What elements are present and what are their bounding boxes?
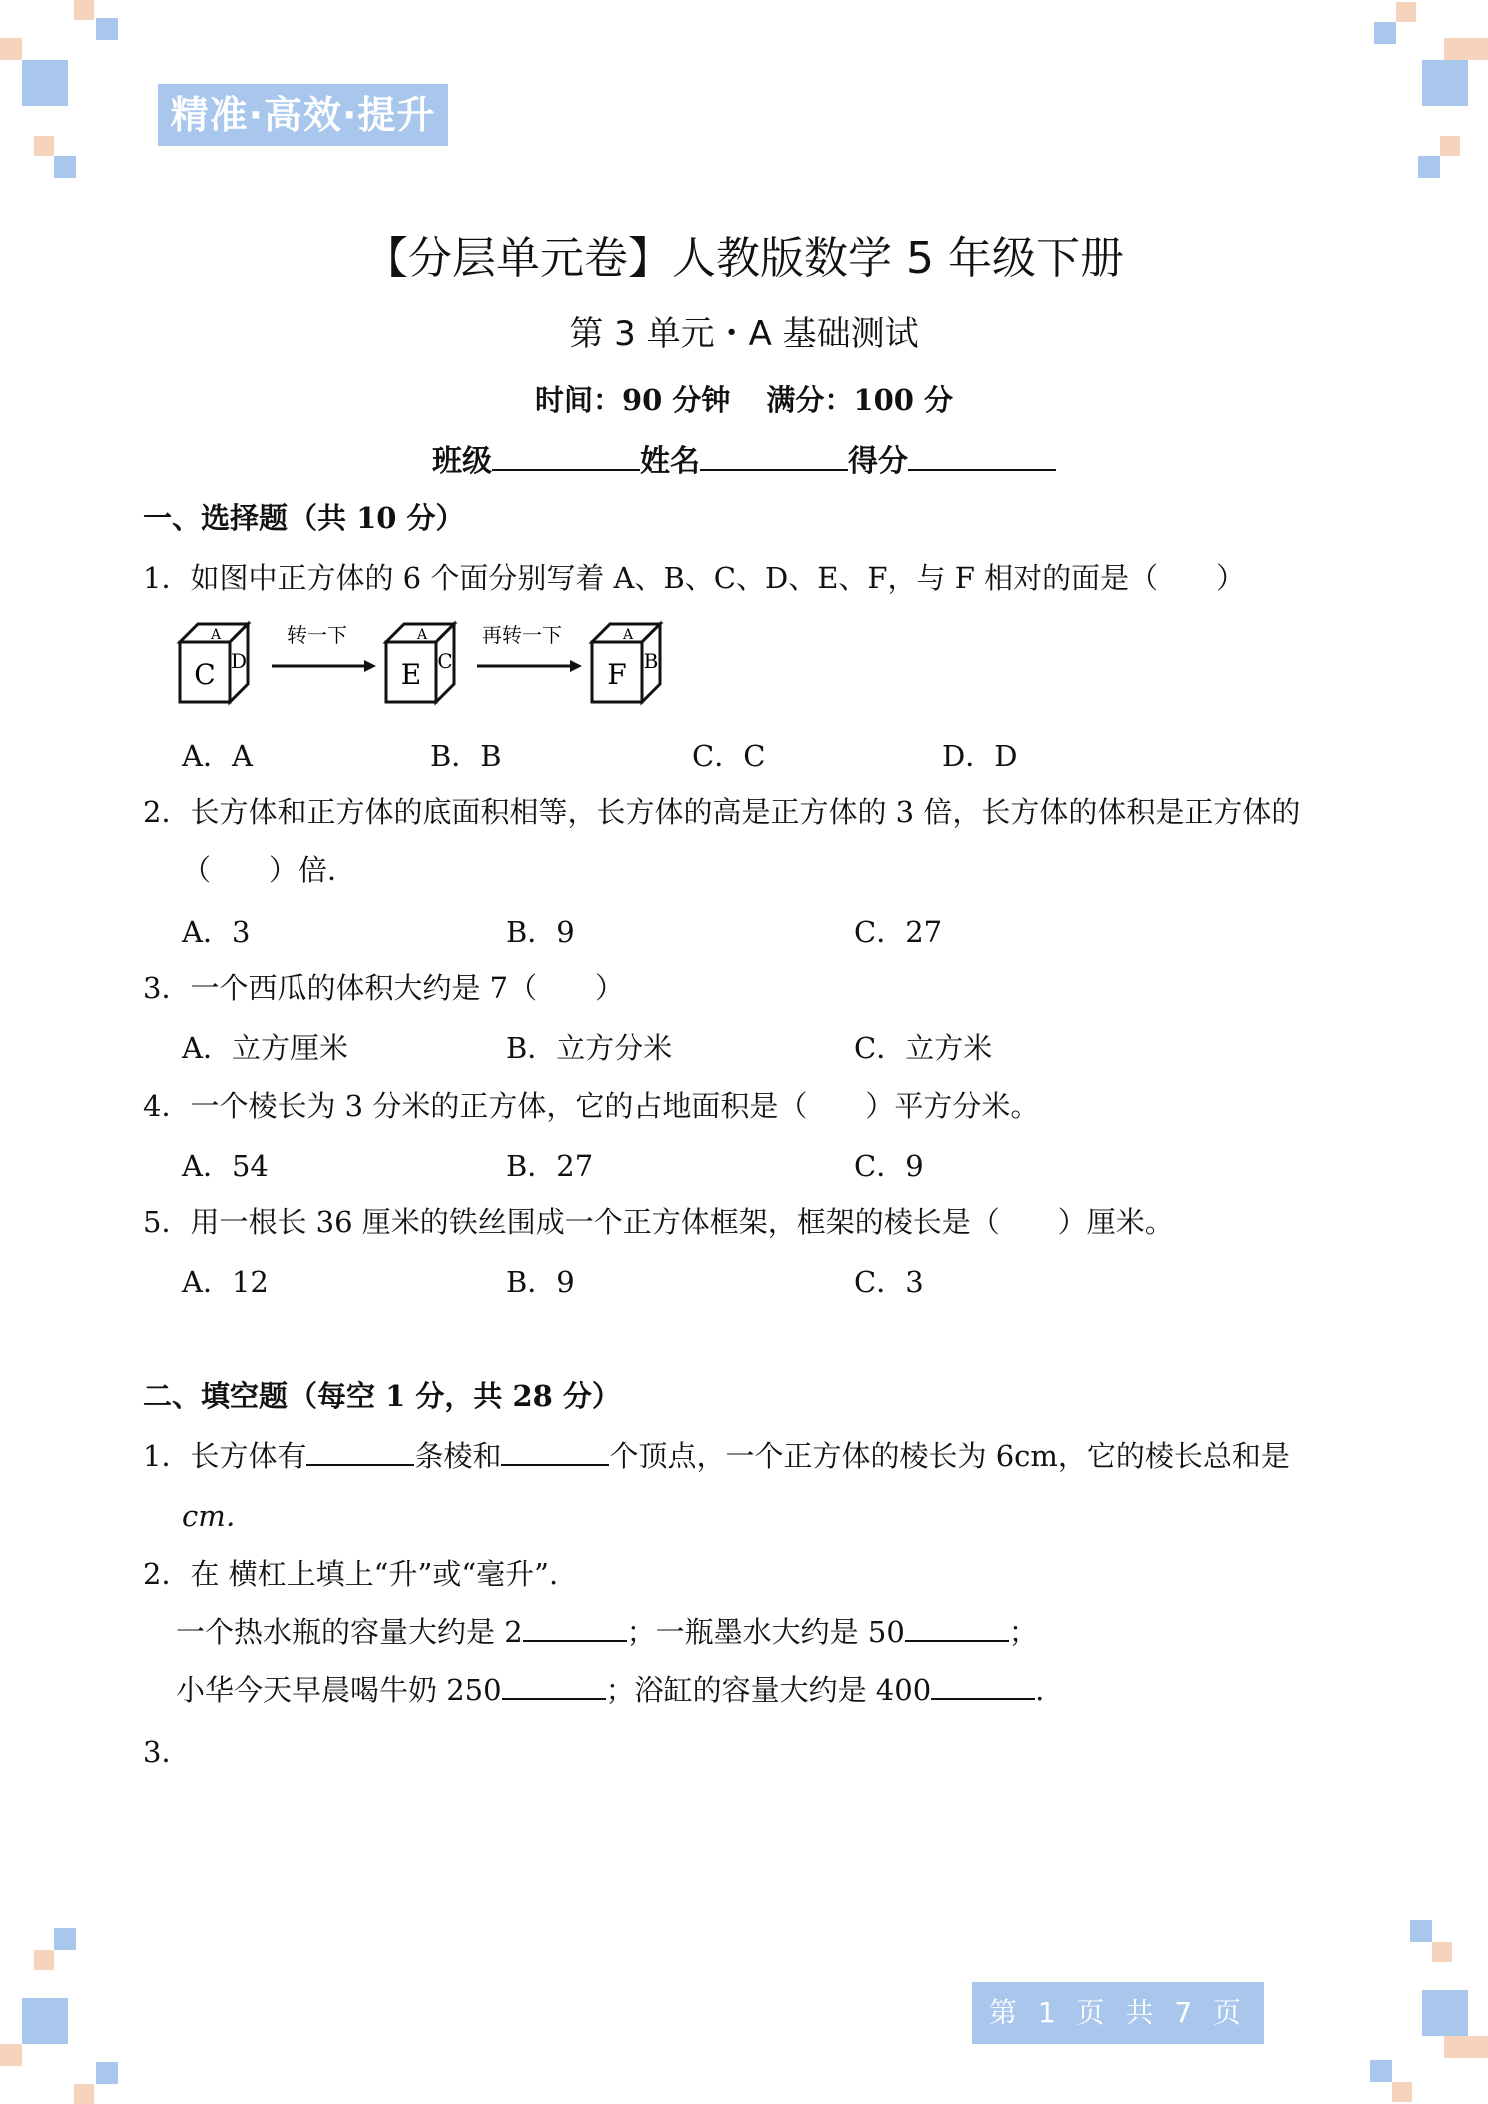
name-blank[interactable] <box>700 443 848 471</box>
cube-3-side-label: B <box>643 649 659 673</box>
fill-q1-part2: 条棱和 <box>414 1439 502 1473</box>
q1-option-d[interactable]: D．D <box>942 739 1018 773</box>
cube-3-top-label: A <box>622 627 634 643</box>
name-label: 姓名 <box>640 444 700 479</box>
fill-q1-part1: 1．长方体有 <box>143 1439 307 1473</box>
q4-option-c[interactable]: C．9 <box>854 1149 924 1183</box>
cube-2-side-label: C <box>437 649 453 673</box>
score-label: 得分 <box>848 444 908 479</box>
student-info-line <box>0 436 1488 480</box>
q3-option-a[interactable]: A．立方厘米 <box>182 1031 348 1065</box>
fill-question-2-line-1 <box>176 1610 1038 1651</box>
page-title: 【分层单元卷】人教版数学 5 年级下册 <box>364 233 1124 284</box>
fill-q2-l2-part3: . <box>1035 1673 1045 1707</box>
q1-option-c[interactable]: C．C <box>692 739 766 773</box>
score-blank[interactable] <box>908 443 1056 471</box>
exam-full-score: 满分：100 分 <box>766 383 954 417</box>
fill-question-1 <box>143 1434 1290 1475</box>
fill-question-3: 3． <box>143 1735 191 1769</box>
cube-3-front-label: F <box>607 658 627 691</box>
fill-question-1-cont: cm． <box>182 1499 255 1533</box>
fill-q1-part3: 个顶点，一个正方体的棱长为 6cm，它的棱长总和是 <box>609 1439 1290 1473</box>
cube-2-top-label: A <box>416 627 428 643</box>
q1-option-b[interactable]: B．B <box>430 739 502 773</box>
q1-option-a[interactable]: A．A <box>182 739 253 773</box>
fill-q2-blank-1[interactable] <box>523 1616 627 1642</box>
page-subtitle: 第 3 单元・A 基础测试 <box>569 314 919 354</box>
fill-q2-blank-3[interactable] <box>502 1674 606 1700</box>
fill-q1-blank-2[interactable] <box>501 1440 609 1466</box>
q5-option-a[interactable]: A．12 <box>182 1265 269 1299</box>
question-4-text: 4．一个棱长为 3 分米的正方体，它的占地面积是（ ）平方分米。 <box>143 1089 1040 1123</box>
cube-1-front-label: C <box>194 658 216 691</box>
brand-banner: 精准·高效·提升 <box>158 84 448 146</box>
class-label: 班级 <box>432 444 492 479</box>
cube-rotation-figure <box>172 612 682 712</box>
fill-question-2-intro: 2．在 横杠上填上“升”或“毫升”. <box>143 1557 559 1591</box>
q2-option-b[interactable]: B．9 <box>506 915 575 949</box>
exam-time: 时间：90 分钟 <box>534 383 731 417</box>
exam-meta <box>0 378 1488 419</box>
page-number-footer: 第 1 页 共 7 页 <box>972 1982 1264 2044</box>
question-1-text: 1．如图中正方体的 6 个面分别写着 A、B、C、D、E、F，与 F 相对的面是（ ） <box>143 561 1246 595</box>
q2-option-a[interactable]: A．3 <box>182 915 251 949</box>
section-heading-fill: 二、填空题（每空 1 分，共 28 分） <box>143 1379 621 1413</box>
q3-option-c[interactable]: C．立方米 <box>854 1031 993 1065</box>
cube-1-side-label: D <box>230 649 248 673</box>
question-5-text: 5．用一根长 36 厘米的铁丝围成一个正方体框架，框架的棱长是（ ）厘米。 <box>143 1205 1174 1239</box>
fill-q2-l1-part3: ； <box>1008 1615 1038 1649</box>
cube-1-top-label: A <box>210 627 222 643</box>
cube-2-front-label: E <box>400 658 422 691</box>
fill-q2-blank-2[interactable] <box>905 1616 1009 1642</box>
question-3-text: 3．一个西瓜的体积大约是 7（ ） <box>143 971 625 1005</box>
arrow-2-label: 再转一下 <box>482 623 562 647</box>
q3-option-b[interactable]: B．立方分米 <box>506 1031 673 1065</box>
q2-option-c[interactable]: C．27 <box>854 915 943 949</box>
fill-q2-l1-part2: ；一瓶墨水大约是 50 <box>626 1615 905 1649</box>
section-heading-choice: 一、选择题（共 10 分） <box>143 501 465 535</box>
fill-q1-blank-1[interactable] <box>306 1440 414 1466</box>
question-2-text: 2．长方体和正方体的底面积相等，长方体的高是正方体的 3 倍，长方体的体积是正方体的 <box>143 795 1301 829</box>
q5-option-b[interactable]: B．9 <box>506 1265 575 1299</box>
fill-q2-l2-part2: ；浴缸的容量大约是 400 <box>605 1673 932 1707</box>
question-2-text-cont: （ ）倍． <box>182 853 357 887</box>
arrow-1-label: 转一下 <box>287 623 347 647</box>
fill-q2-blank-4[interactable] <box>931 1674 1035 1700</box>
fill-q2-l1-part1: 一个热水瓶的容量大约是 2 <box>176 1615 523 1649</box>
fill-q2-l2-part1: 小华今天早晨喝牛奶 250 <box>176 1673 502 1707</box>
class-blank[interactable] <box>492 443 640 471</box>
fill-question-2-line-2 <box>176 1668 1044 1709</box>
q5-option-c[interactable]: C．3 <box>854 1265 924 1299</box>
q4-option-b[interactable]: B．27 <box>506 1149 594 1183</box>
q4-option-a[interactable]: A．54 <box>182 1149 269 1183</box>
